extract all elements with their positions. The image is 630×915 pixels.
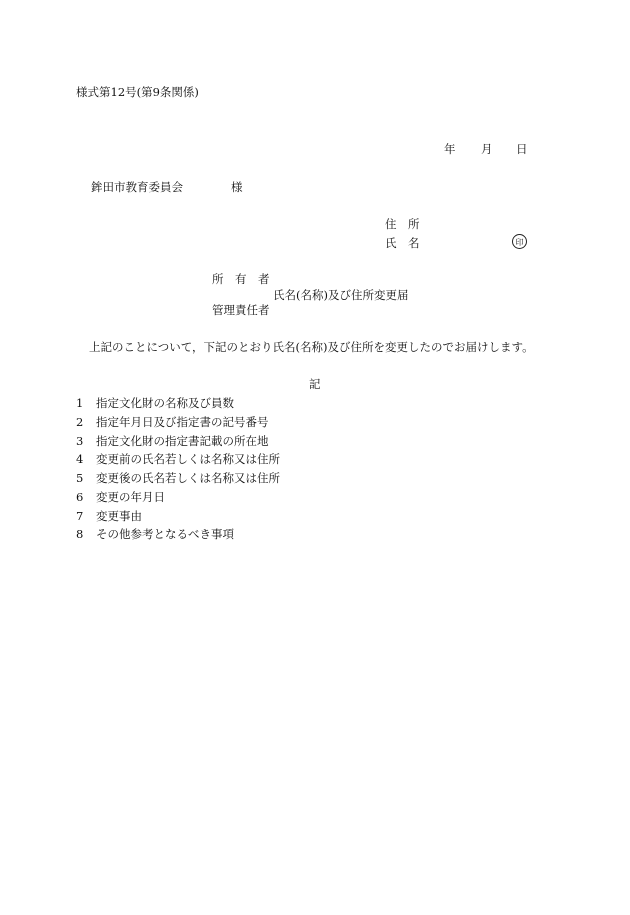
body-text: 上記のことについて，下記のとおり氏名(名称)及び住所を変更したのでお届けします。 bbox=[89, 340, 534, 354]
addressee-honorific: 様 bbox=[231, 180, 243, 194]
list-item-text: 指定文化財の名称及び員数 bbox=[96, 396, 234, 410]
list-item-number: 1 bbox=[76, 396, 84, 410]
date-day-label: 日 bbox=[516, 142, 528, 156]
owner-label: 所 有 者 bbox=[212, 272, 270, 286]
list-item bbox=[76, 527, 234, 541]
list-item-number: 3 bbox=[76, 434, 84, 448]
list-item bbox=[76, 471, 280, 485]
address-label: 住 所 bbox=[385, 217, 420, 231]
list-item-number: 5 bbox=[76, 471, 84, 485]
list-item bbox=[76, 452, 280, 466]
document-title: 氏名(名称)及び住所変更届 bbox=[273, 288, 409, 302]
seal-mark: 印 bbox=[512, 234, 527, 249]
list-item-text: 変更後の氏名若しくは名称又は住所 bbox=[96, 471, 280, 485]
list-item-number: 4 bbox=[76, 452, 84, 466]
list-item-number: 2 bbox=[76, 415, 84, 429]
list-item bbox=[76, 396, 234, 410]
date-year-label: 年 bbox=[444, 142, 456, 156]
list-item-number: 7 bbox=[76, 509, 84, 523]
list-item-number: 6 bbox=[76, 490, 84, 504]
form-number: 様式第12号(第9条関係) bbox=[76, 85, 199, 99]
list-item-text: 指定文化財の指定書記載の所在地 bbox=[96, 434, 269, 448]
list-item bbox=[76, 415, 269, 429]
manager-label: 管理責任者 bbox=[212, 303, 270, 317]
list-item bbox=[76, 434, 269, 448]
name-label: 氏 名 bbox=[385, 236, 420, 250]
list-item-text: 変更前の氏名若しくは名称又は住所 bbox=[96, 452, 280, 466]
record-heading: 記 bbox=[309, 377, 321, 391]
list-item-text: 指定年月日及び指定書の記号番号 bbox=[96, 415, 269, 429]
list-item bbox=[76, 490, 165, 504]
list-item bbox=[76, 509, 142, 523]
list-item-number: 8 bbox=[76, 527, 84, 541]
addressee-name: 鉾田市教育委員会 bbox=[91, 180, 183, 194]
list-item-text: 変更事由 bbox=[96, 509, 142, 523]
list-item-text: 変更の年月日 bbox=[96, 490, 165, 504]
list-item-text: その他参考となるべき事項 bbox=[96, 527, 234, 541]
date-month-label: 月 bbox=[481, 142, 493, 156]
